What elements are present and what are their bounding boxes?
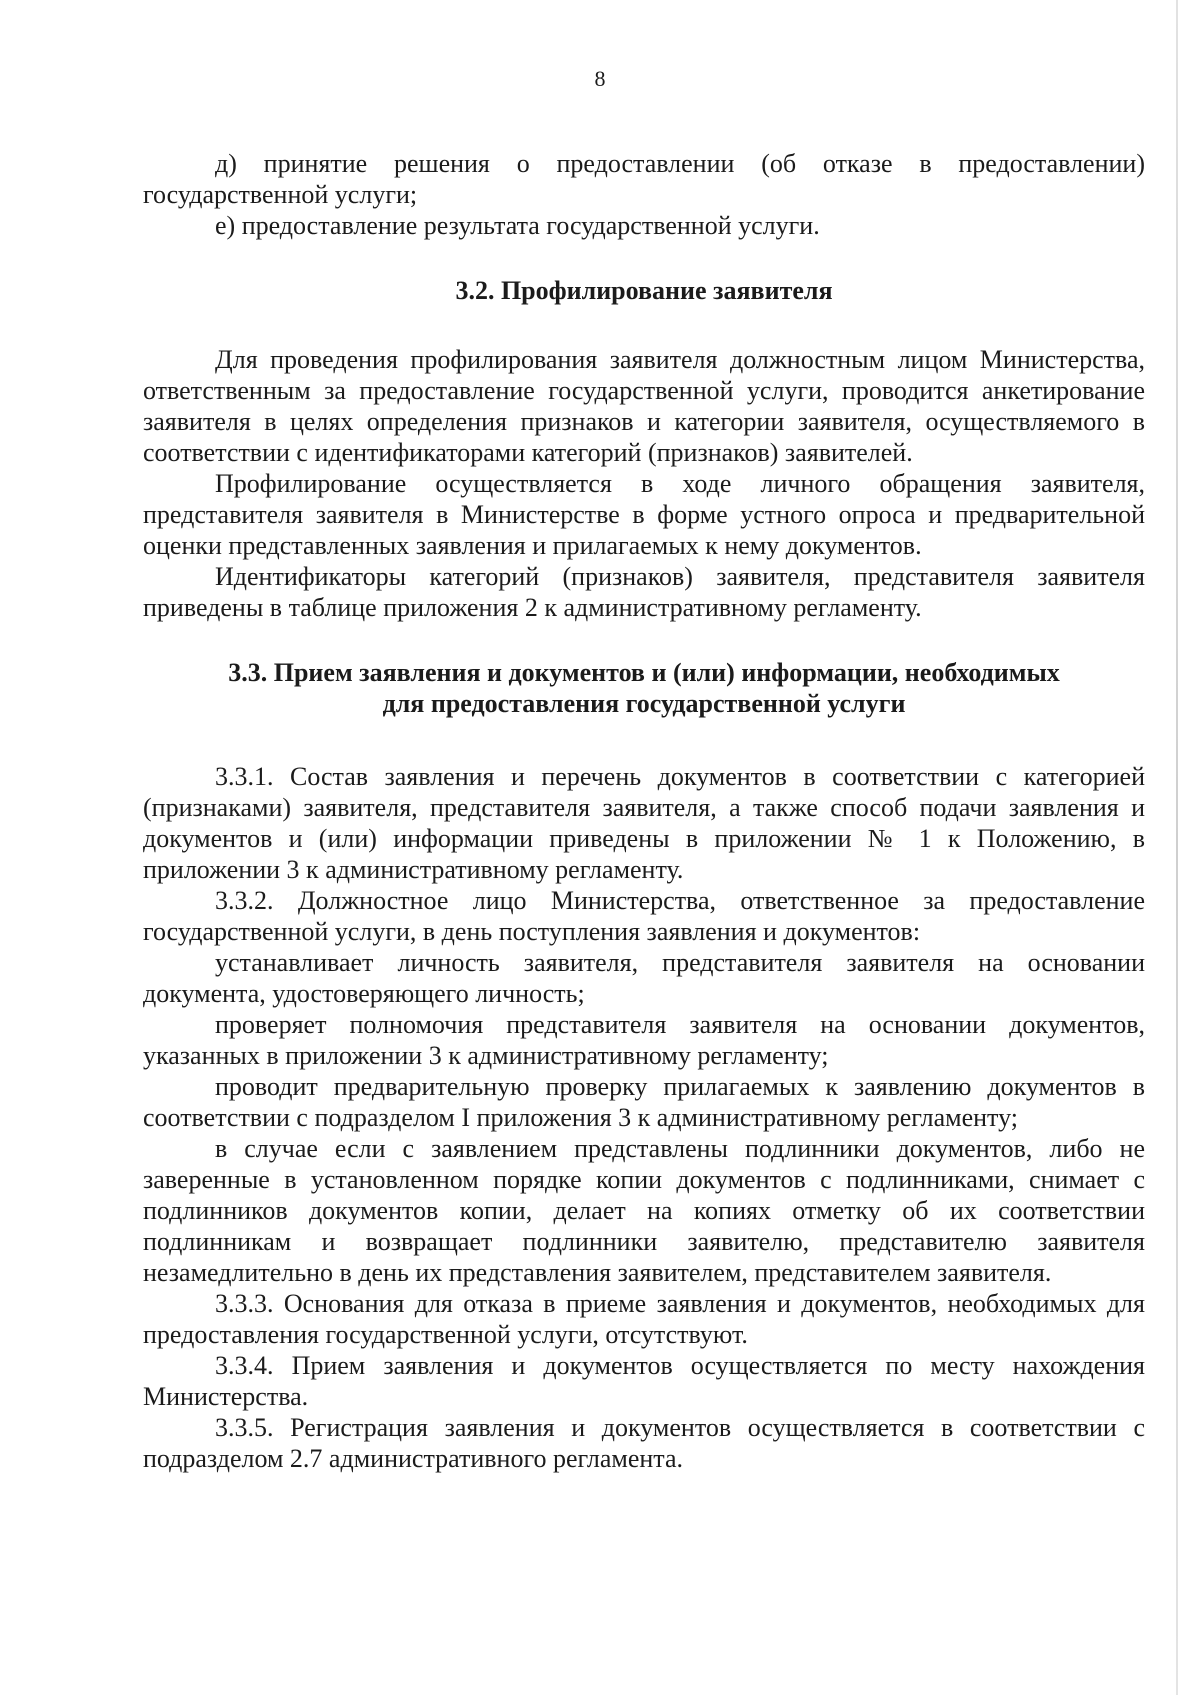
paragraph-item-d: д) принятие решения о предоставлении (об отказе в предоставлении) государственной услуги;	[143, 149, 1145, 209]
paragraph-3-3-1: 3.3.1. Состав заявления и перечень документов в соответствии с категорией (признаками) заявителя, представителя заявителя, а также способ подачи заявления и документов и (или) информации приведены в приложении № 1 к Положению, в приложении 3 к административному регламенту.	[143, 762, 1145, 884]
paragraph-3-3-4: 3.3.4. Прием заявления и документов осуществляется по месту нахождения Министерства.	[143, 1351, 1145, 1411]
paragraph-3-2-3: Идентификаторы категорий (признаков) заявителя, представителя заявителя приведены в таблице приложения 2 к административному регламенту.	[143, 562, 1145, 622]
scan-edge-shadow	[1176, 0, 1178, 1695]
paragraph-3-2-2: Профилирование осуществляется в ходе личного обращения заявителя, представителя заявителя в Министерстве в форме устного опроса и предварительной оценки представленных заявления и прилагаемых к нему документов.	[143, 469, 1145, 560]
paragraph-3-3-2-a: устанавливает личность заявителя, представителя заявителя на основании документа, удостоверяющего личность;	[143, 948, 1145, 1008]
page-number: 8	[594, 66, 606, 91]
paragraph-3-3-2-c: проводит предварительную проверку прилагаемых к заявлению документов в соответствии с подразделом I приложения 3 к административному регламенту;	[143, 1072, 1145, 1132]
paragraph-item-e: е) предоставление результата государственной услуги.	[215, 211, 820, 240]
paragraph-3-3-2-d: в случае если с заявлением представлены подлинники документов, либо не заверенные в установленном порядке копии документов с подлинниками, снимает с подлинников документов копии, делает на копиях отметку об их соответствии подлинникам и возвращает подлинники заявителю, представителю заявителя незамедлительно в день их представления заявителем, представителем заявителя.	[143, 1134, 1145, 1287]
section-heading-3-2: 3.2. Профилирование заявителя	[455, 276, 833, 305]
paragraph-3-2-1: Для проведения профилирования заявителя должностным лицом Министерства, ответственным за предоставление государственной услуги, проводится анкетирование заявителя в целях определения признаков и категории заявителя, осуществляемого в соответствии с идентификаторами категорий (признаков) заявителей.	[143, 345, 1145, 467]
paragraph-3-3-3: 3.3.3. Основания для отказа в приеме заявления и документов, необходимых для предоставления государственной услуги, отсутствуют.	[143, 1289, 1145, 1349]
section-heading-3-3-line1: 3.3. Прием заявления и документов и (или) информации, необходимых	[228, 658, 1060, 687]
section-heading-3-3-line2: для предоставления государственной услуги	[382, 689, 906, 718]
paragraph-3-3-2: 3.3.2. Должностное лицо Министерства, ответственное за предоставление государственной услуги, в день поступления заявления и документов:	[143, 886, 1145, 946]
paragraph-3-3-2-b: проверяет полномочия представителя заявителя на основании документов, указанных в приложении 3 к административному регламенту;	[143, 1010, 1145, 1070]
paragraph-3-3-5: 3.3.5. Регистрация заявления и документов осуществляется в соответствии с подразделом 2.7 административного регламента.	[143, 1413, 1145, 1473]
document-body	[143, 148, 1145, 1474]
